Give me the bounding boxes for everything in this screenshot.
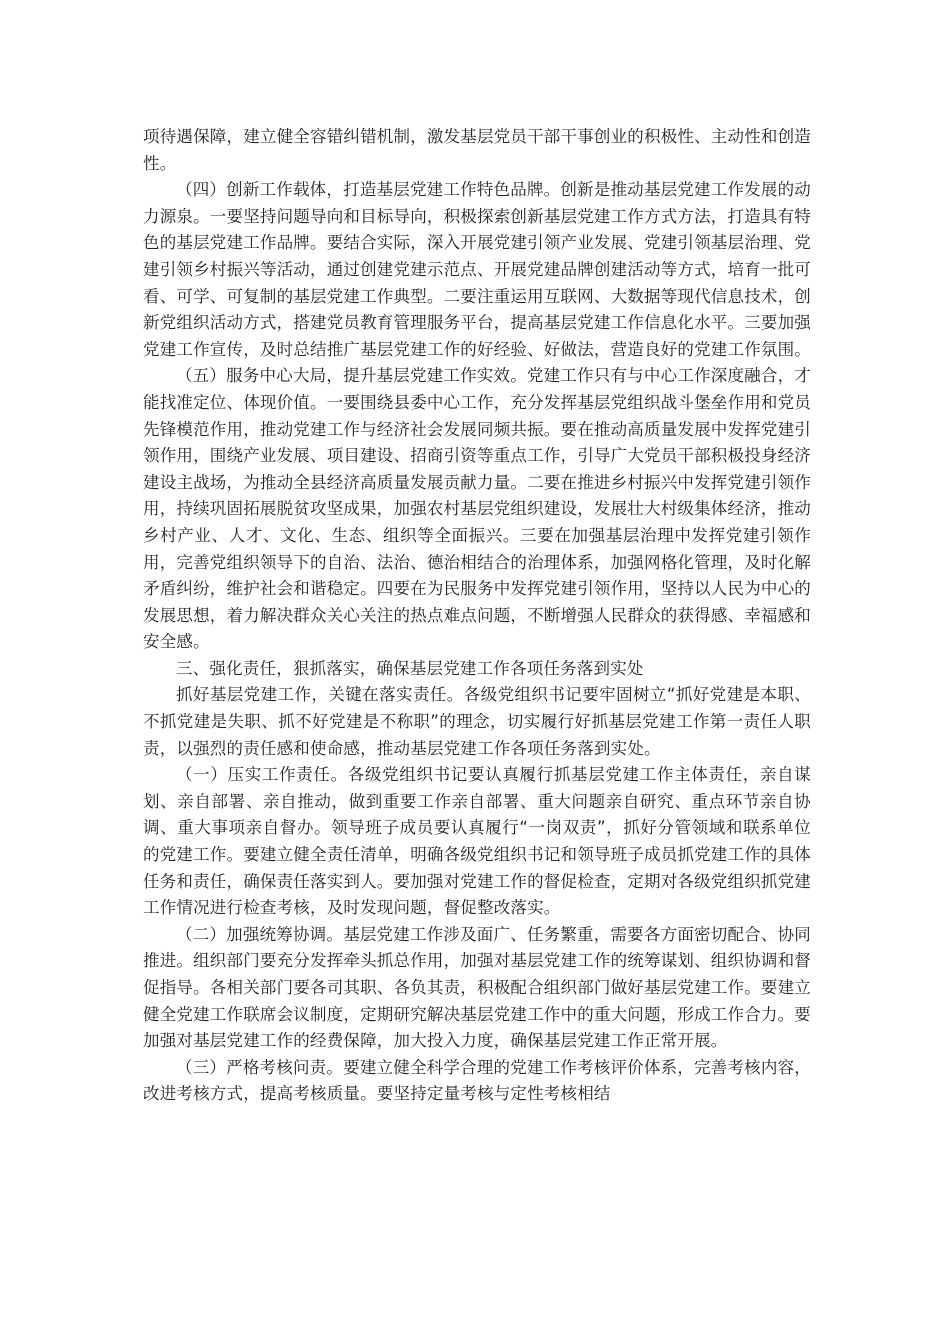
paragraph-serve-center: （五）服务中心大局，提升基层党建工作实效。党建工作只有与中心工作深度融合，才能找准定位、体现价值。一要围绕县委中心工作，充分发挥基层党组织战斗堡垒作用和党员先锋模范作用，推动党建工作与经济社会发展同频共振。要在推动高质量发展中发挥党建引领作用，围绕产业发展、项目建设、招商引资等重点工作，引导广大党员干部积极投身经济建设主战场，为推动全县经济高质量发展贡献力量。二要在推进乡村振兴中发挥党建引领作用，持续巩固拓展脱贫攻坚成果，加强农村基层党组织建设，发展壮大村级集体经济，推动乡村产业、人才、文化、生态、组织等全面振兴。三要在加强基层治理中发挥党建引领作用，完善党组织领导下的自治、法治、德治相结合的治理体系，加强网格化管理，及时化解矛盾纠纷，维护社会和谐稳定。四要在为民服务中发挥党建引领作用，坚持以人民为中心的发展思想，着力解决群众关心关注的热点难点问题，不断增强人民群众的获得感、幸福感和安全感。 (143, 366, 811, 652)
document-page (143, 124, 811, 1108)
paragraph-compact-responsibility: （一）压实工作责任。各级党组织书记要认真履行抓基层党建工作主体责任，亲自谋划、亲自部署、亲自推动，做到重要工作亲自部署、重大问题亲自研究、重点环节亲自协调、重大事项亲自督办。领导班子成员要认真履行“一岗双责”，抓好分管领域和联系单位的党建工作。要建立健全责任清单，明确各级党组织书记和领导班子成员抓党建工作的具体任务和责任，确保责任落实到人。要加强对党建工作的督促检查，定期对各级党组织抓党建工作情况进行检查考核，及时发现问题，督促整改落实。 (143, 765, 811, 918)
paragraph-continuation: 项待遇保障，建立健全容错纠错机制，激发基层党员干部干事创业的积极性、主动性和创造性。 (143, 127, 811, 173)
section-heading-responsibility: 三、强化责任，狠抓落实，确保基层党建工作各项任务落到实处 (176, 658, 644, 678)
paragraph-responsibility-intro: 抓好基层党建工作，关键在落实责任。各级党组织书记要牢固树立“抓好党建是本职、不抓党建是失职、抓不好党建是不称职”的理念，切实履行好抓基层党建工作第一责任人职责，以强烈的责任感和使命感，推动基层党建工作各项任务落到实处。 (143, 685, 811, 758)
paragraph-innovation-carrier: （四）创新工作载体，打造基层党建工作特色品牌。创新是推动基层党建工作发展的动力源泉。一要坚持问题导向和目标导向，积极探索创新基层党建工作方式方法，打造具有特色的基层党建工作品牌。要结合实际，深入开展党建引领产业发展、党建引领基层治理、党建引领乡村振兴等活动，通过创建党建示范点、开展党建品牌创建活动等方式，培育一批可看、可学、可复制的基层党建工作典型。二要注重运用互联网、大数据等现代信息技术，创新党组织活动方式，搭建党员教育管理服务平台，提高基层党建工作信息化水平。三要加强党建工作宣传，及时总结推广基层党建工作的好经验、好做法，营造良好的党建工作氛围。 (143, 180, 811, 359)
paragraph-coordination: （二）加强统筹协调。基层党建工作涉及面广、任务繁重，需要各方面密切配合、协同推进。组织部门要充分发挥牵头抓总作用，加强对基层党建工作的统筹谋划、组织协调和督促指导。各相关部门要各司其职、各负其责，积极配合组织部门做好基层党建工作。要建立健全党建工作联席会议制度，定期研究解决基层党建工作中的重大问题，形成工作合力。要加强对基层党建工作的经费保障，加大投入力度，确保基层党建工作正常开展。 (143, 924, 811, 1051)
paragraph-assessment: （三）严格考核问责。要建立健全科学合理的党建工作考核评价体系，完善考核内容，改进考核方式，提高考核质量。要坚持定量考核与定性考核相结 (143, 1057, 811, 1104)
